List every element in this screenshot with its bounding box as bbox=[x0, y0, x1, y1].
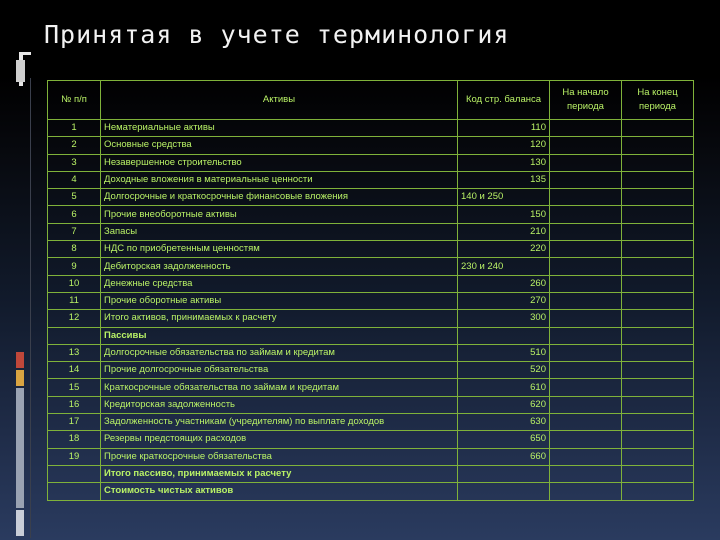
cell-end-period bbox=[622, 362, 694, 379]
cell-name: НДС по приобретенным ценностям bbox=[101, 241, 458, 258]
cell-end-period bbox=[622, 171, 694, 188]
cell-num: 6 bbox=[48, 206, 101, 223]
header-end-period: На конец периода bbox=[622, 81, 694, 120]
corner-mark-horizontal bbox=[19, 52, 31, 55]
table-row bbox=[48, 379, 694, 396]
cell-name: Дебиторская задолженность bbox=[101, 258, 458, 275]
cell-num: 3 bbox=[48, 154, 101, 171]
cell-begin-period bbox=[550, 189, 622, 206]
cell-name: Задолженность участникам (учредителям) по выплате доходов bbox=[101, 414, 458, 431]
table-row bbox=[48, 154, 694, 171]
cell-end-period bbox=[622, 414, 694, 431]
cell-num: 7 bbox=[48, 223, 101, 240]
cell-begin-period bbox=[550, 310, 622, 327]
table-row bbox=[48, 137, 694, 154]
table-row bbox=[48, 465, 694, 482]
cell-end-period bbox=[622, 292, 694, 309]
cell-begin-period bbox=[550, 206, 622, 223]
table-row bbox=[48, 327, 694, 344]
table-row bbox=[48, 292, 694, 309]
cell-name: Прочие долгосрочные обязательства bbox=[101, 362, 458, 379]
cell-name: Долгосрочные обязательства по займам и кредитам bbox=[101, 344, 458, 361]
header-code: Код стр. баланса bbox=[458, 81, 550, 120]
cell-num: 13 bbox=[48, 344, 101, 361]
cell-code: 270 bbox=[458, 292, 550, 309]
table-row bbox=[48, 448, 694, 465]
decorative-strip-orange bbox=[16, 370, 24, 386]
cell-name: Стоимость чистых активов bbox=[101, 483, 458, 500]
cell-name: Прочие внеоборотные активы bbox=[101, 206, 458, 223]
cell-code: 610 bbox=[458, 379, 550, 396]
cell-end-period bbox=[622, 379, 694, 396]
balance-table bbox=[47, 80, 694, 501]
cell-code: 130 bbox=[458, 154, 550, 171]
cell-end-period bbox=[622, 327, 694, 344]
cell-end-period bbox=[622, 154, 694, 171]
cell-begin-period bbox=[550, 431, 622, 448]
cell-num: 15 bbox=[48, 379, 101, 396]
cell-end-period bbox=[622, 241, 694, 258]
cell-name: Запасы bbox=[101, 223, 458, 240]
table-header-row bbox=[48, 81, 694, 120]
cell-code bbox=[458, 327, 550, 344]
cell-name: Долгосрочные и краткосрочные финансовые вложения bbox=[101, 189, 458, 206]
cell-num: 14 bbox=[48, 362, 101, 379]
table-row bbox=[48, 206, 694, 223]
cell-begin-period bbox=[550, 292, 622, 309]
cell-name: Прочие краткосрочные обязательства bbox=[101, 448, 458, 465]
cell-end-period bbox=[622, 120, 694, 137]
cell-begin-period bbox=[550, 344, 622, 361]
table-row bbox=[48, 362, 694, 379]
slide-title: Принятая в учете терминология bbox=[44, 20, 510, 49]
cell-name: Пассивы bbox=[101, 327, 458, 344]
cell-name: Доходные вложения в материальные ценности bbox=[101, 171, 458, 188]
cell-begin-period bbox=[550, 379, 622, 396]
cell-code: 135 bbox=[458, 171, 550, 188]
cell-end-period bbox=[622, 396, 694, 413]
cell-num: 19 bbox=[48, 448, 101, 465]
cell-code: 650 bbox=[458, 431, 550, 448]
cell-code: 110 bbox=[458, 120, 550, 137]
cell-code: 150 bbox=[458, 206, 550, 223]
table-row bbox=[48, 120, 694, 137]
cell-begin-period bbox=[550, 483, 622, 500]
cell-begin-period bbox=[550, 120, 622, 137]
decorative-strip-light bbox=[16, 510, 24, 536]
corner-mark-bar bbox=[16, 60, 25, 82]
cell-name: Краткосрочные обязательства по займам и кредитам bbox=[101, 379, 458, 396]
cell-end-period bbox=[622, 189, 694, 206]
cell-begin-period bbox=[550, 275, 622, 292]
table-body bbox=[48, 120, 694, 501]
cell-code: 210 bbox=[458, 223, 550, 240]
cell-code: 230 и 240 bbox=[458, 258, 550, 275]
cell-name: Резервы предстоящих расходов bbox=[101, 431, 458, 448]
cell-begin-period bbox=[550, 171, 622, 188]
cell-end-period bbox=[622, 483, 694, 500]
table-row bbox=[48, 189, 694, 206]
cell-end-period bbox=[622, 448, 694, 465]
cell-code: 620 bbox=[458, 396, 550, 413]
cell-end-period bbox=[622, 431, 694, 448]
header-num: № п/п bbox=[48, 81, 101, 120]
cell-end-period bbox=[622, 465, 694, 482]
cell-num: 8 bbox=[48, 241, 101, 258]
cell-code bbox=[458, 465, 550, 482]
cell-end-period bbox=[622, 310, 694, 327]
cell-end-period bbox=[622, 344, 694, 361]
cell-name: Итого активов, принимаемых к расчету bbox=[101, 310, 458, 327]
cell-begin-period bbox=[550, 137, 622, 154]
cell-begin-period bbox=[550, 223, 622, 240]
cell-code: 630 bbox=[458, 414, 550, 431]
cell-code: 300 bbox=[458, 310, 550, 327]
decorative-strip-gray bbox=[16, 388, 24, 508]
header-begin-period: На начало периода bbox=[550, 81, 622, 120]
cell-name: Итого пассиво, принимаемых к расчету bbox=[101, 465, 458, 482]
cell-begin-period bbox=[550, 327, 622, 344]
table-row bbox=[48, 275, 694, 292]
cell-name: Основные средства bbox=[101, 137, 458, 154]
cell-code: 510 bbox=[458, 344, 550, 361]
cell-name: Кредиторская задолженность bbox=[101, 396, 458, 413]
cell-code bbox=[458, 483, 550, 500]
cell-num bbox=[48, 327, 101, 344]
cell-num: 9 bbox=[48, 258, 101, 275]
cell-num bbox=[48, 465, 101, 482]
cell-end-period bbox=[622, 275, 694, 292]
cell-num: 18 bbox=[48, 431, 101, 448]
table-row bbox=[48, 310, 694, 327]
cell-begin-period bbox=[550, 154, 622, 171]
cell-code: 220 bbox=[458, 241, 550, 258]
cell-begin-period bbox=[550, 448, 622, 465]
table-row bbox=[48, 483, 694, 500]
cell-code: 520 bbox=[458, 362, 550, 379]
cell-name: Прочие оборотные активы bbox=[101, 292, 458, 309]
cell-num: 1 bbox=[48, 120, 101, 137]
cell-end-period bbox=[622, 258, 694, 275]
cell-code: 660 bbox=[458, 448, 550, 465]
table-row bbox=[48, 431, 694, 448]
table-row bbox=[48, 344, 694, 361]
table-row bbox=[48, 414, 694, 431]
cell-end-period bbox=[622, 206, 694, 223]
cell-end-period bbox=[622, 137, 694, 154]
table-row bbox=[48, 258, 694, 275]
table-row bbox=[48, 396, 694, 413]
table-row bbox=[48, 171, 694, 188]
cell-begin-period bbox=[550, 362, 622, 379]
cell-end-period bbox=[622, 223, 694, 240]
cell-num bbox=[48, 483, 101, 500]
cell-begin-period bbox=[550, 396, 622, 413]
cell-num: 11 bbox=[48, 292, 101, 309]
cell-num: 4 bbox=[48, 171, 101, 188]
cell-num: 12 bbox=[48, 310, 101, 327]
header-assets: Активы bbox=[101, 81, 458, 120]
cell-code: 140 и 250 bbox=[458, 189, 550, 206]
cell-name: Нематериальные активы bbox=[101, 120, 458, 137]
cell-begin-period bbox=[550, 241, 622, 258]
cell-num: 16 bbox=[48, 396, 101, 413]
table-row bbox=[48, 223, 694, 240]
cell-name: Денежные средства bbox=[101, 275, 458, 292]
cell-begin-period bbox=[550, 465, 622, 482]
cell-begin-period bbox=[550, 414, 622, 431]
table-row bbox=[48, 241, 694, 258]
cell-begin-period bbox=[550, 258, 622, 275]
cell-code: 120 bbox=[458, 137, 550, 154]
cell-num: 10 bbox=[48, 275, 101, 292]
cell-num: 5 bbox=[48, 189, 101, 206]
decorative-strip-red bbox=[16, 352, 24, 368]
cell-code: 260 bbox=[458, 275, 550, 292]
cell-num: 2 bbox=[48, 137, 101, 154]
cell-name: Незавершенное строительство bbox=[101, 154, 458, 171]
cell-num: 17 bbox=[48, 414, 101, 431]
